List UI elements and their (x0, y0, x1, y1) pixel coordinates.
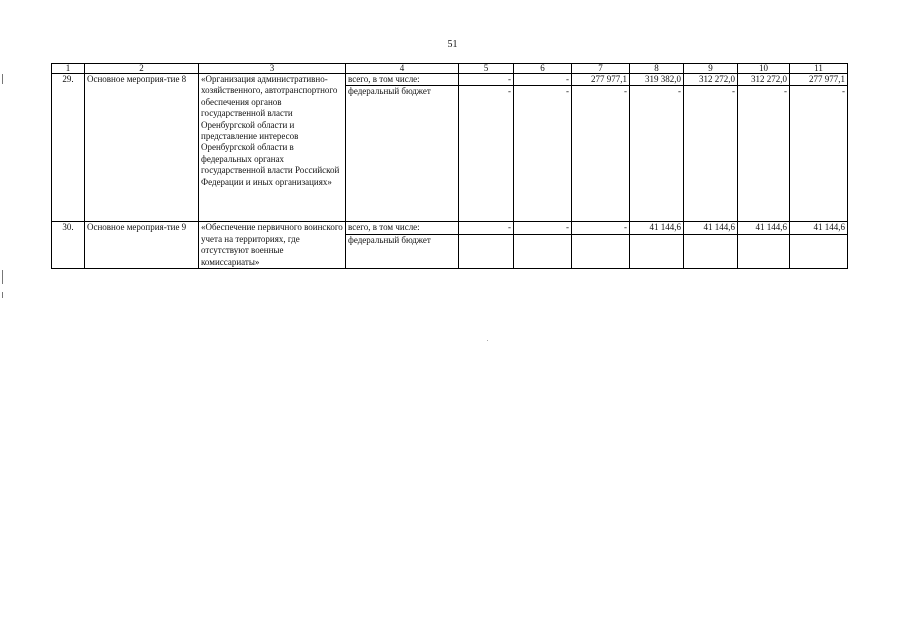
value-cell: - (459, 222, 514, 235)
funding-label: федеральный бюджет (346, 235, 459, 269)
column-header: 8 (630, 64, 684, 74)
value-cell: 41 144,6 (738, 222, 790, 235)
value-cell (684, 235, 738, 269)
value-cell (572, 235, 630, 269)
value-cell (459, 235, 514, 269)
value-cell: 41 144,6 (630, 222, 684, 235)
funding-label: всего, в том числе: (346, 74, 459, 86)
column-header: 1 (52, 64, 85, 74)
value-cell: 277 977,1 (572, 74, 630, 86)
value-cell: - (684, 86, 738, 222)
value-cell (514, 235, 572, 269)
budget-table (51, 63, 848, 269)
value-cell: - (514, 222, 572, 235)
value-cell: - (572, 86, 630, 222)
column-header: 10 (738, 64, 790, 74)
activity-name: Основное мероприя-тие 8 (85, 74, 199, 222)
value-cell: 277 977,1 (790, 74, 848, 86)
value-cell (630, 235, 684, 269)
column-header: 5 (459, 64, 514, 74)
row-number: 30. (52, 222, 85, 269)
column-header: 11 (790, 64, 848, 74)
value-cell: 41 144,6 (790, 222, 848, 235)
column-header: 6 (514, 64, 572, 74)
value-cell: 312 272,0 (738, 74, 790, 86)
column-header: 3 (199, 64, 346, 74)
value-cell: - (514, 74, 572, 86)
scan-speck (487, 340, 488, 341)
activity-description: «Обеспечение первичного воинского учета на территориях, где отсутствуют военные комиссариаты» (199, 222, 346, 269)
value-cell: 41 144,6 (684, 222, 738, 235)
column-header: 4 (346, 64, 459, 74)
value-cell: - (790, 86, 848, 222)
column-header: 2 (85, 64, 199, 74)
row-number: 29. (52, 74, 85, 222)
value-cell: - (514, 86, 572, 222)
column-header: 9 (684, 64, 738, 74)
value-cell: - (630, 86, 684, 222)
value-cell (790, 235, 848, 269)
value-cell: - (738, 86, 790, 222)
value-cell: - (459, 86, 514, 222)
column-number-row (52, 64, 848, 74)
activity-description: «Организация административно-хозяйственного, автотранспортного обеспечения органов государственной власти Оренбургской области и представление интересов Оренбургской области в федеральных органах государственной власти Российской Федерации и иных организациях» (199, 74, 346, 222)
scan-mark (2, 270, 3, 284)
value-cell: 319 382,0 (630, 74, 684, 86)
value-cell: - (459, 74, 514, 86)
table-row (52, 222, 848, 235)
value-cell: - (572, 222, 630, 235)
value-cell (738, 235, 790, 269)
scan-mark (2, 74, 3, 84)
value-cell: 312 272,0 (684, 74, 738, 86)
column-header: 7 (572, 64, 630, 74)
funding-label: всего, в том числе: (346, 222, 459, 235)
activity-name: Основное мероприя-тие 9 (85, 222, 199, 269)
table-row (52, 74, 848, 86)
funding-label: федеральный бюджет (346, 86, 459, 222)
scan-mark (2, 292, 3, 298)
page-number: 51 (447, 39, 458, 50)
